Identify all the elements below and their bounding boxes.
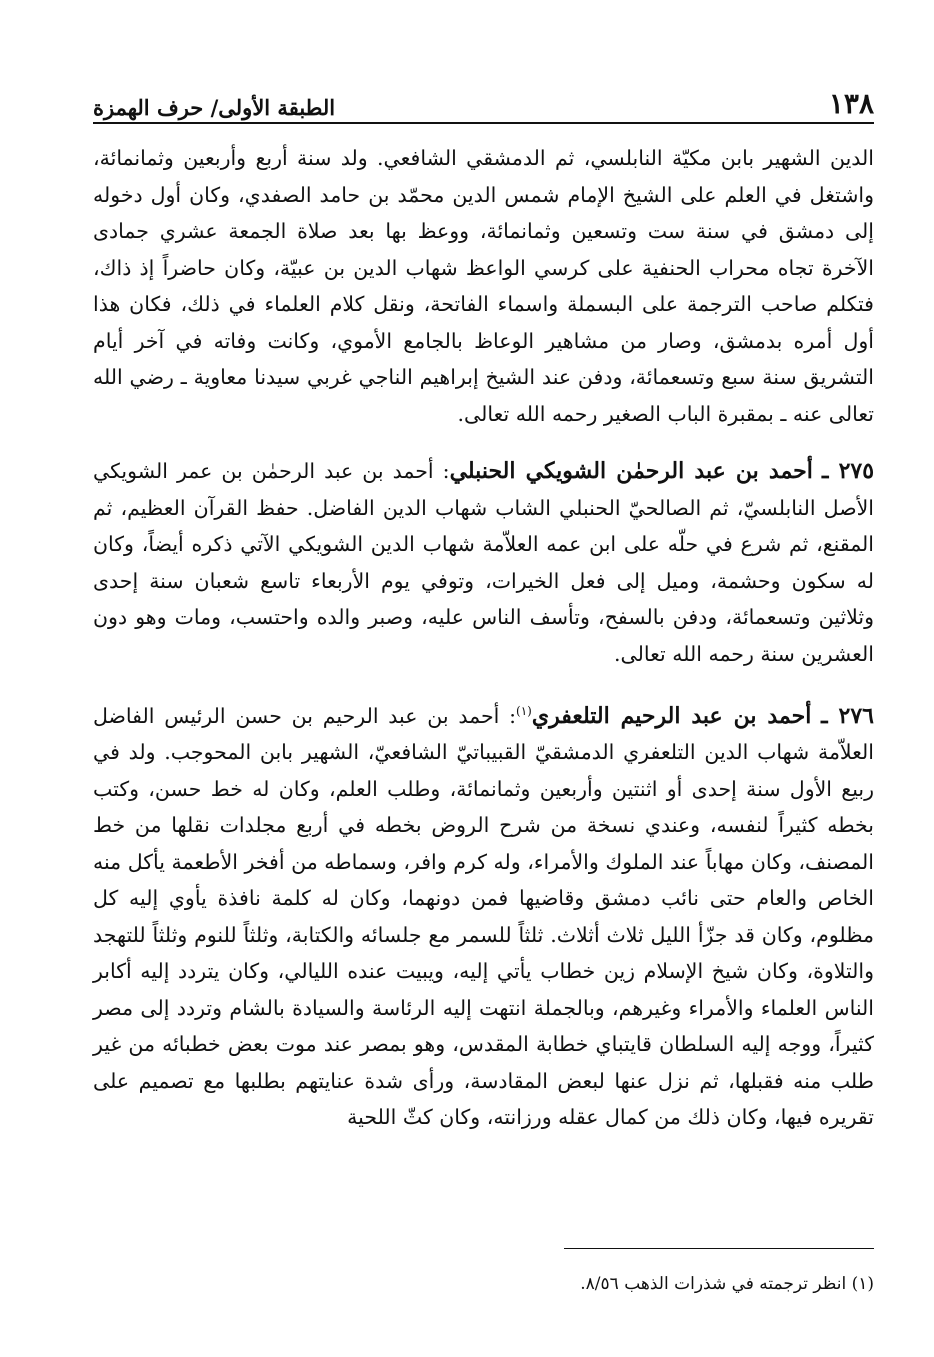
page-number: ١٣٨ (828, 87, 874, 120)
footnote-rule (564, 1248, 874, 1249)
entry-275 (93, 453, 874, 672)
entry-text: : أحمد بن عبد الرحيم بن حسن الرئيس الفاضل العلاّمة شهاب الدين التلعفري الدمشقيّ القبيباتيّ الشافعيّ، الشهير بابن المحوجب. ولد في ربيع الأول سنة إحدى أو اثنتين وأربعين وثمانمائة، وطلب العلم، وكان له خط حسن، وكتب بخطه كثيراً لنفسه، وعندي نسخة من شرح الروض بخطه في أربع مجلدات نقلها من خط المصنف، وكان مهاباً عند الملوك والأمراء، وله كرم وافر، وسماطه من أفخر الأطعمة يأكل منه الخاص والعام حتى نائب دمشق وقاضيها فمن دونهما، وكان له كلمة نافذة يأوي إليه كل مظلوم، وكان قد جزّأ الليل ثلاث أثلاث. ثلثاً للسمر مع جلسائه والكتابة، وثلثاً للنوم وثلثاً للتهجد والتلاوة، وكان شيخ الإسلام زين خطاب يأتي إليه، ويبيت عنده الليالي، وكان يتردد إليه أكابر الناس العلماء والأمراء وغيرهم، وبالجملة انتهت إليه الرئاسة والسيادة بالشام وتردد إلى مصر كثيراً، ووجه إليه السلطان قايتباي خطابة المقدس، وهو بمصر عند موت بعض خطبائه من غير طلب منه فقبلها، ثم نزل عنها لبعض المقادسة، ورأى شدة عنايتهم بطلبها مع تصميم على تقريره فيها، وكان ذلك من كمال عقله ورزانته، وكان كثّ اللحية (93, 703, 874, 1130)
entry-276 (93, 693, 874, 1136)
entry-number: ٢٧٥ ـ (821, 458, 875, 484)
entry-name: أحمد بن عبد الرحمٰن الشويكي الحنبلي (449, 458, 813, 484)
entry-name: أحمد بن عبد الرحيم التلعفري (531, 702, 812, 729)
page-body (93, 140, 874, 1136)
footnote-text: انظر ترجمته في شذرات الذهب ٨/٥٦. (580, 1274, 847, 1294)
header-rule (93, 122, 874, 124)
entry-text: : أحمد بن عبد الرحمٰن بن عمر الشويكي الأصل النابلسيّ، ثم الصالحيّ الحنبلي الشاب شهاب الدين الفاضل. حفظ القرآن العظيم، ثم المقنع، ثم شرع في حلّه على ابن عمه العلاّمة شهاب الدين الشويكي الآتي ذكره أيضاً، وكان له سكون وحشمة، وميل إلى فعل الخيرات، وتوفي يوم الأربعاء تاسع شعبان سنة إحدى وثلاثين وتسعمائة، ودفن بالسفح، وتأسف الناس عليه، وصبر والده واحتسب، ومات وهو دون العشرين سنة رحمه الله تعالى. (93, 459, 874, 666)
page-header (93, 80, 874, 118)
footnote-reference[interactable]: (١) (516, 704, 532, 718)
paragraph-continuation: الدين الشهير بابن مكيّة النابلسي، ثم الدمشقي الشافعي. ولد سنة أربع وأربعين وثمانمائة، واشتغل في العلم على الشيخ الإمام شمس الدين محمّد بن حامد الصفدي، وكان أول دخوله إلى دمشق في سنة ست وتسعين وثمانمائة، ووعظ بها بعد صلاة الجمعة عشري جمادى الآخرة تجاه محراب الحنفية على كرسي الواعظ شهاب الدين بن عبيّة، وكان حاضراً إذ ذاك، فتكلم صاحب الترجمة على البسملة واسماء الفاتحة، ونقل كلام العلماء في ذلك، فكان هذا أول أمره بدمشق، وصار من مشاهير الوعاظ بالجامع الأموي، وكانت وفاته في آخر أيام التشريق سنة سبع وتسعمائة، ودفن عند الشيخ إبراهيم الناجي غربي سيدنا معاوية ـ رضي الله تعالى عنه ـ بمقبرة الباب الصغير رحمه الله تعالى. (93, 146, 874, 426)
entry-number: ٢٧٦ ـ (821, 702, 874, 729)
footnote-mark: (١) (851, 1274, 874, 1294)
running-title: الطبقة الأولى/ حرف الهمزة (93, 95, 336, 120)
footnote (93, 1270, 874, 1298)
